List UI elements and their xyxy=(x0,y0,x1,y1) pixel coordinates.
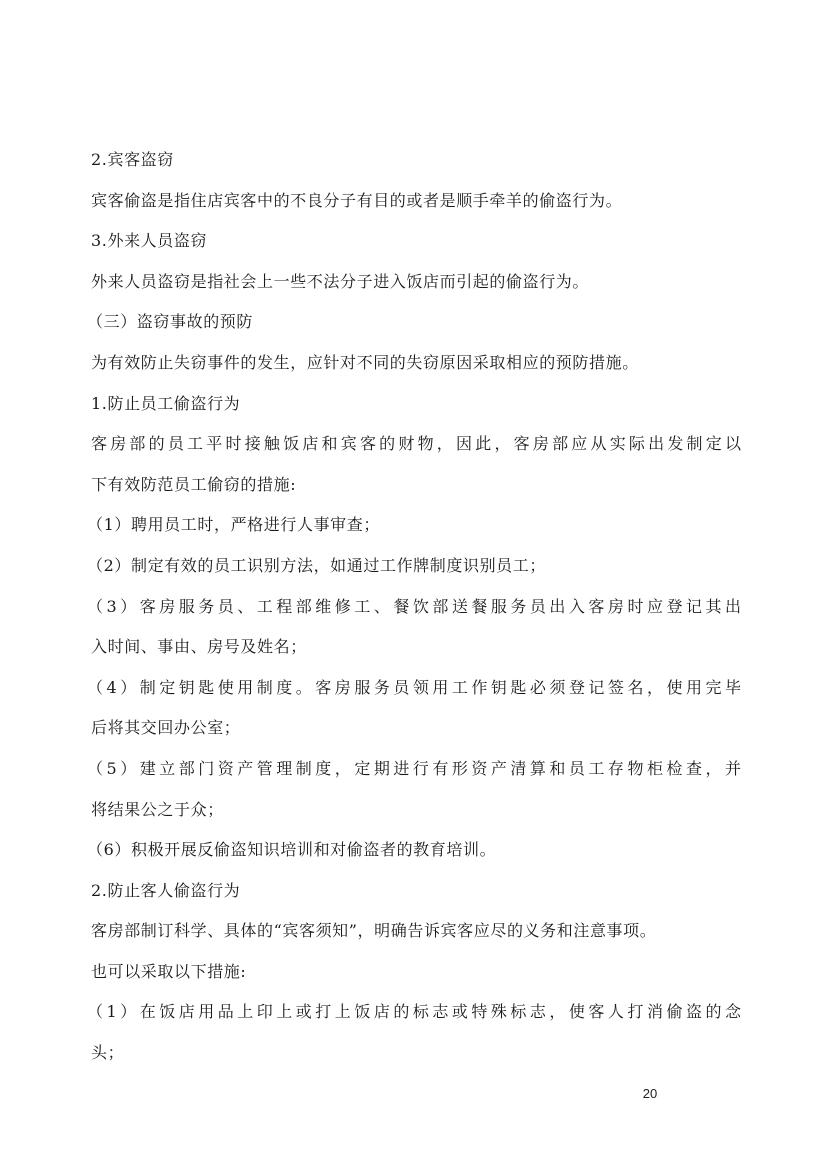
list-item: （1）在饭店用品上印上或打上饭店的标志或特殊标志，使客人打消偷盗的念 xyxy=(87,1002,741,1022)
paragraph-line: 客房部制订科学、具体的“宾客须知”，明确告诉宾客应尽的义务和注意事项。 xyxy=(91,921,657,941)
list-item-continuation: 将结果公之于众； xyxy=(91,799,224,819)
section-heading-prevention: （三）盗窃事故的预防 xyxy=(87,312,254,332)
list-item-continuation: 入时间、事由、房号及姓名； xyxy=(91,637,307,657)
list-item: （6）积极开展反偷盗知识培训和对偷盗者的教育培训。 xyxy=(87,840,497,860)
paragraph-line: 也可以采取以下措施: xyxy=(91,961,247,981)
list-item: （1）聘用员工时，严格进行人事审查； xyxy=(87,515,380,535)
paragraph-line: 下有效防范员工偷窃的措施: xyxy=(91,474,297,494)
paragraph-line: 为有效防止失窃事件的发生，应针对不同的失窃原因采取相应的预防措施。 xyxy=(91,352,639,372)
list-item: （2）制定有效的员工识别方法，如通过工作牌制度识别员工； xyxy=(87,555,546,575)
paragraph-line: 外来人员盗窃是指社会上一些不法分子进入饭店而引起的偷盗行为。 xyxy=(91,271,590,291)
heading-prevent-staff-theft: 1.防止员工偷盗行为 xyxy=(91,393,241,413)
list-item: （3）客房服务员、工程部维修工、餐饮部送餐服务员出入客房时应登记其出 xyxy=(87,596,741,616)
page-number: 20 xyxy=(642,1086,658,1101)
list-item-continuation: 后将其交回办公室； xyxy=(91,718,241,738)
heading-outsider-theft: 3.外来人员盗窃 xyxy=(91,231,208,251)
list-item-continuation: 头； xyxy=(91,1043,125,1063)
paragraph-line: 客房部的员工平时接触饭店和宾客的财物，因此，客房部应从实际出发制定以 xyxy=(91,434,741,454)
heading-prevent-guest-theft: 2.防止客人偷盗行为 xyxy=(91,880,241,900)
heading-guest-theft: 2.宾客盗窃 xyxy=(91,150,174,169)
body-text xyxy=(87,140,741,1074)
paragraph-line: 宾客偷盗是指住店宾客中的不良分子有目的或者是顺手牵羊的偷盗行为。 xyxy=(91,190,623,210)
list-item: （4）制定钥匙使用制度。客房服务员领用工作钥匙必须登记签名，使用完毕 xyxy=(87,677,741,697)
list-item: （5）建立部门资产管理制度，定期进行有形资产清算和员工存物柜检查，并 xyxy=(87,758,741,778)
